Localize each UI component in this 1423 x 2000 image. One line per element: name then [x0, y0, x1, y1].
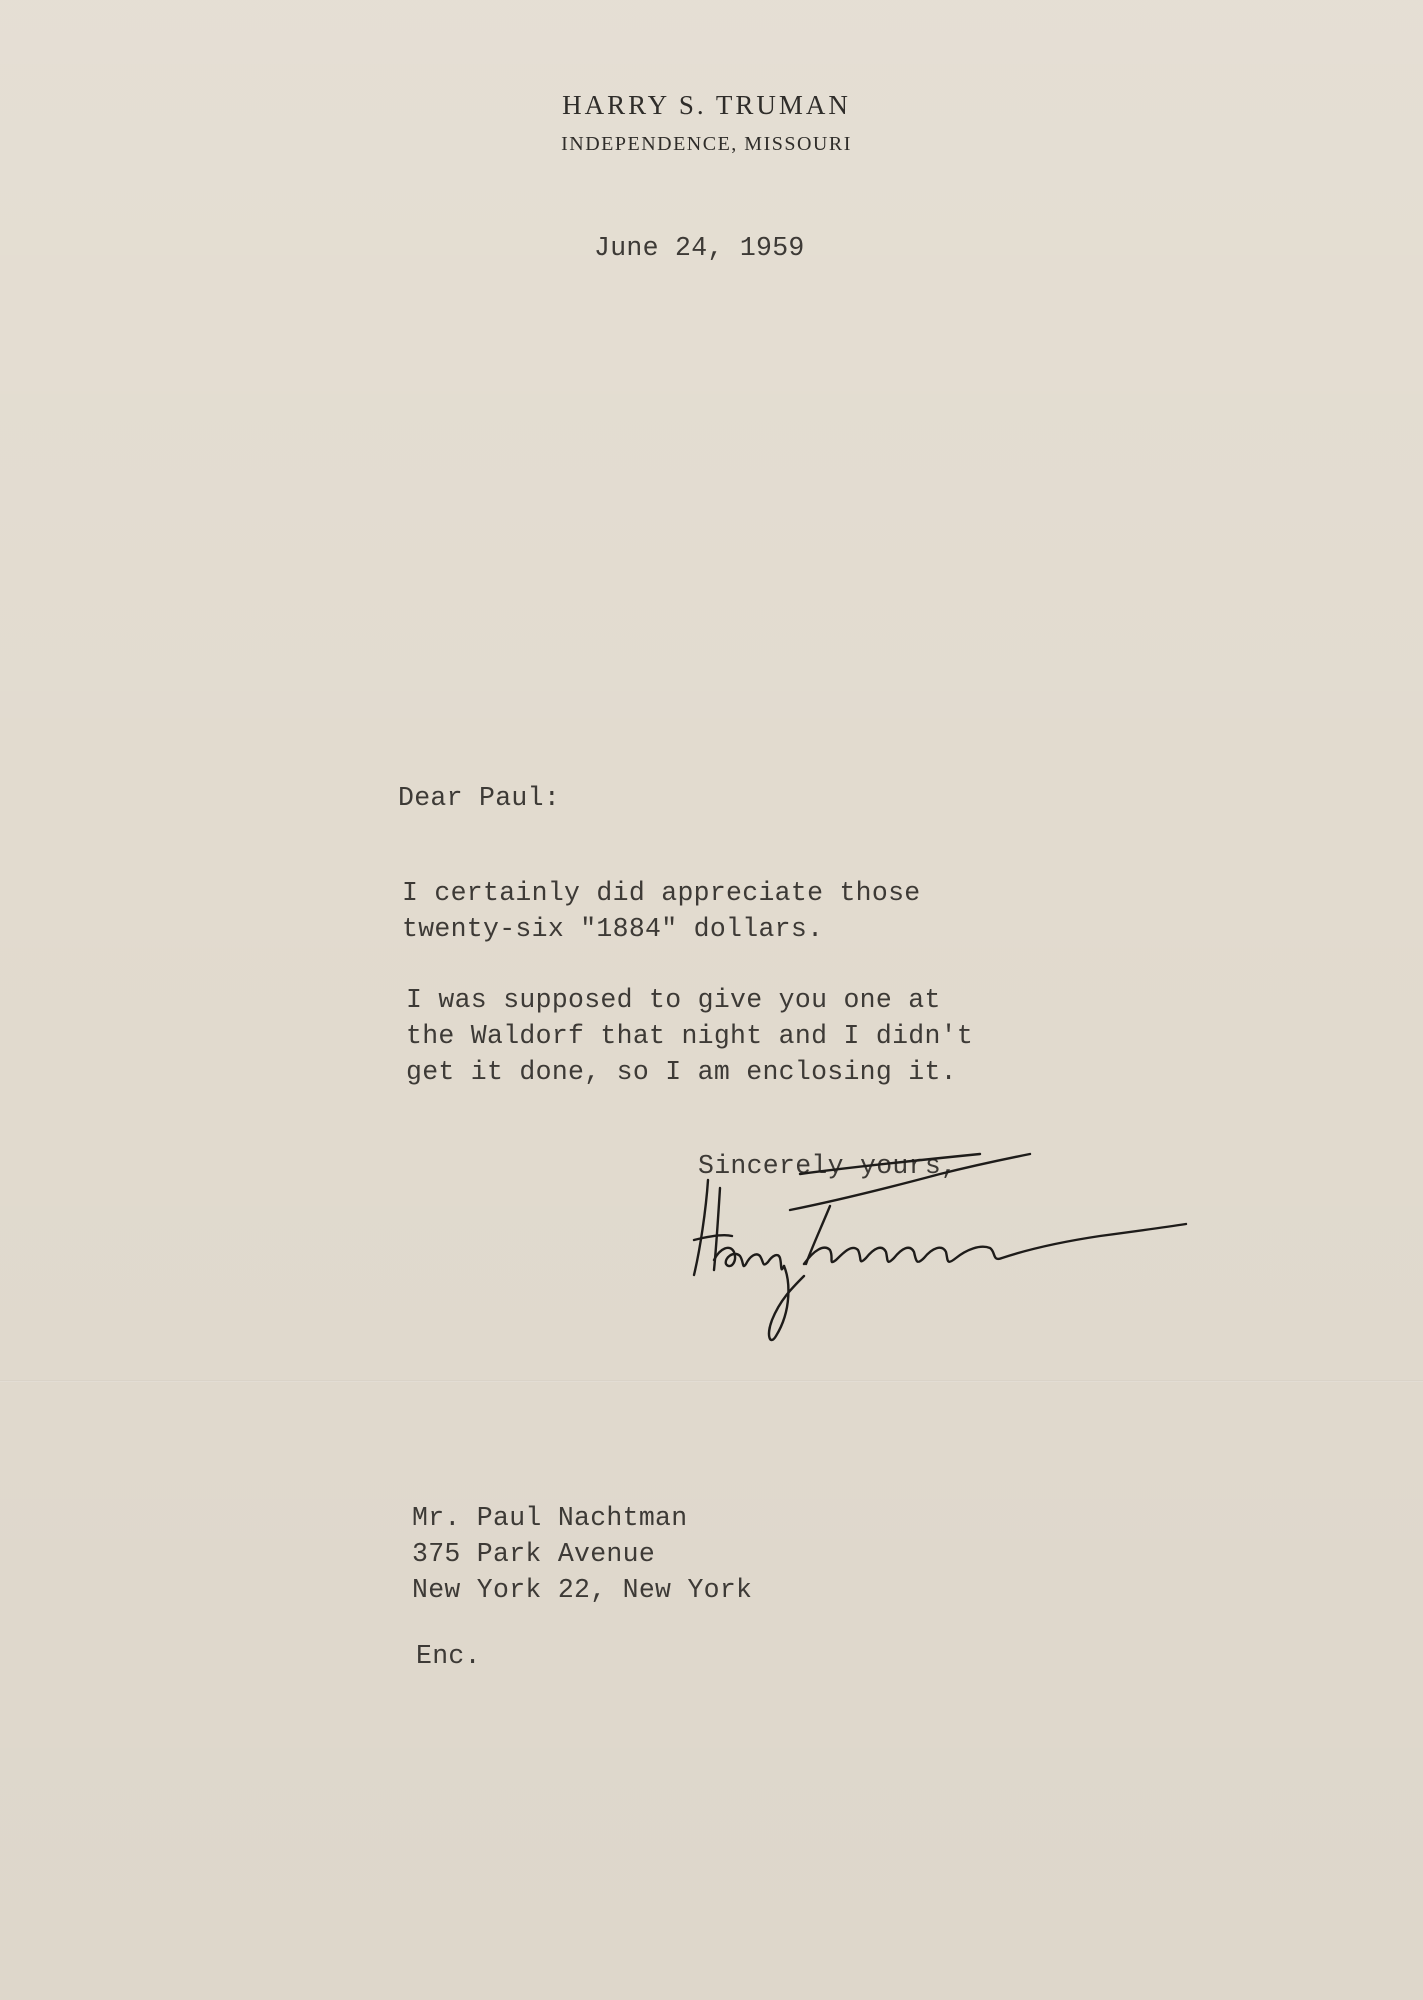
body-paragraph-2 [406, 982, 973, 1090]
address-line: 375 Park Avenue [412, 1539, 656, 1569]
recipient-address [412, 1500, 752, 1608]
body-line: the Waldorf that night and I didn't [406, 1021, 974, 1051]
address-line: New York 22, New York [412, 1575, 753, 1605]
body-line: I was supposed to give you one at [406, 985, 941, 1015]
body-line: get it done, so I am enclosing it. [406, 1057, 957, 1087]
address-line: Mr. Paul Nachtman [412, 1503, 688, 1533]
paper-fold [0, 1380, 1423, 1382]
enclosure-note: Enc. [416, 1641, 481, 1671]
letterhead-location [0, 133, 1423, 156]
body-line: I certainly did appreciate those [402, 878, 921, 908]
salutation: Dear Paul: [398, 783, 561, 813]
letter-date: June 24, 1959 [594, 233, 805, 263]
handwritten-signature [680, 1140, 1240, 1360]
letterhead-location-text: INDEPENDENCE, MISSOURI [561, 133, 852, 155]
closing: Sincerely yours, [698, 1151, 958, 1181]
body-line: twenty-six "1884" dollars. [402, 914, 824, 944]
body-paragraph-1 [402, 875, 920, 947]
letterhead-name [0, 90, 1423, 121]
letterhead-name-text: HARRY S. TRUMAN [562, 90, 851, 120]
